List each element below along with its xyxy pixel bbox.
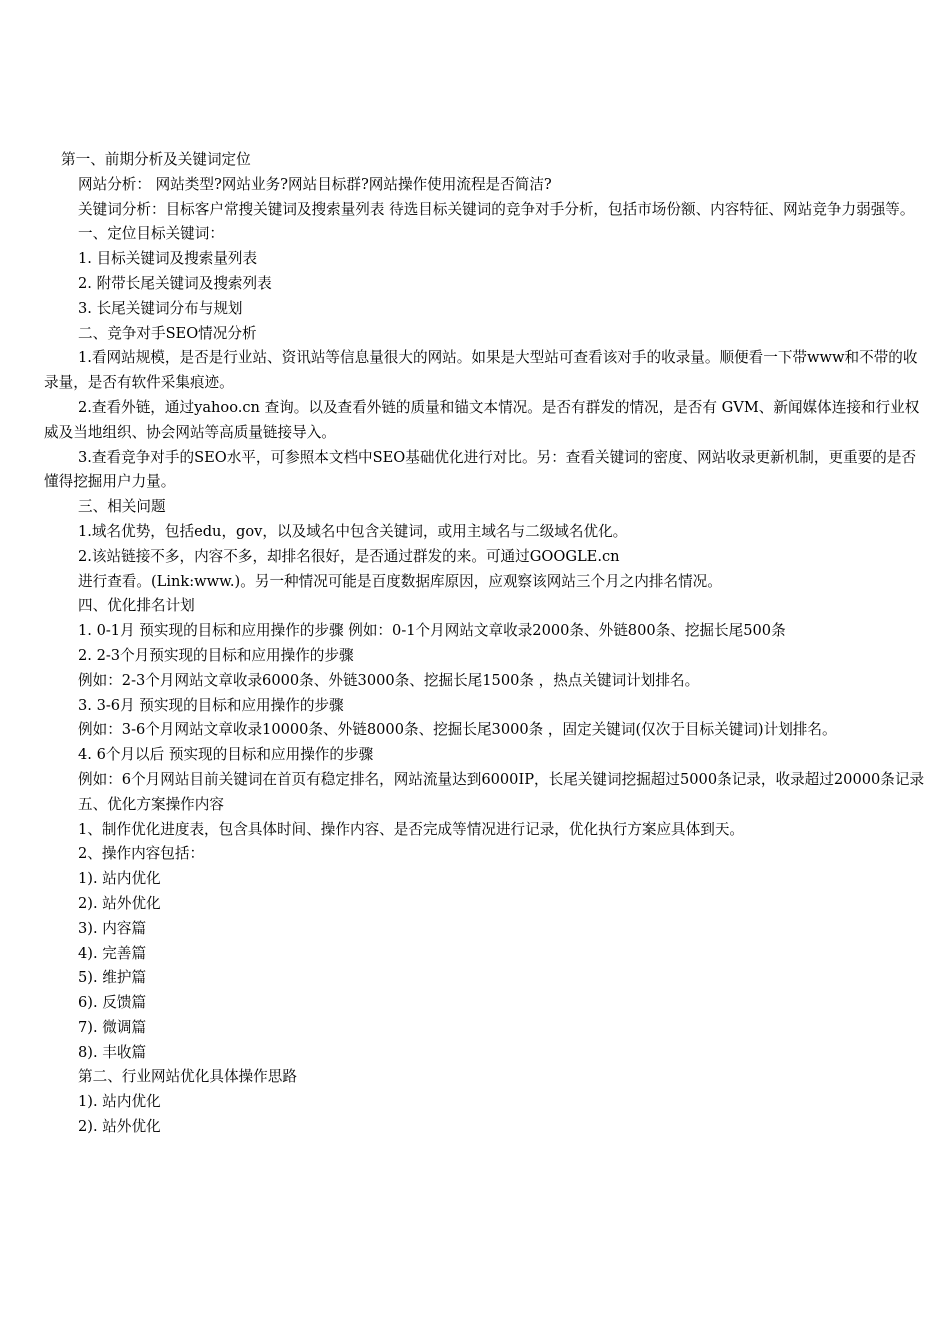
text-line: 网站分析： 网站类型?网站业务?网站目标群?网站操作使用流程是否简洁?	[78, 175, 552, 193]
text-line: 第二、行业网站优化具体操作思路	[78, 1068, 297, 1086]
text-line: 1). 站内优化	[78, 1093, 161, 1111]
text-line: 7). 微调篇	[78, 1018, 147, 1036]
text-line: 1. 目标关键词及搜索量列表	[78, 250, 258, 268]
text-line: 三、相关问题	[78, 498, 166, 516]
text-line: 1). 站内优化	[78, 870, 161, 888]
text-line: 2、操作内容包括：	[78, 845, 205, 863]
text-line: 3. 长尾关键词分布与规划	[78, 299, 243, 317]
text-line: 五、优化方案操作内容	[78, 795, 224, 813]
text-line: 3. 3-6月 预实现的目标和应用操作的步骤	[78, 696, 344, 714]
document-body	[0, 148, 950, 1140]
text-line: 二、竞争对手SEO情况分析	[78, 324, 257, 342]
text-line: 例如：6个月网站目前关键词在首页有稳定排名，网站流量达到6000IP，长尾关键词挖掘超过5000条记录，收录超过20000条记录	[78, 770, 925, 788]
text-line: 例如：3-6个月网站文章收录10000条、外链8000条、挖掘长尾3000条 ，固定关键词(仅次于目标关键词)计划排名。	[78, 721, 837, 739]
text-line: 3.查看竞争对手的SEO水平，可参照本文档中SEO基础优化进行对比。另：查看关键词的密度、网站收录更新机制，更重要的是否懂得挖掘用户力量。	[44, 448, 917, 491]
text-line: 2.该站链接不多，内容不多，却排名很好，是否通过群发的来。可通过GOOGLE.cn	[78, 547, 620, 565]
text-line: 2.查看外链，通过yahoo.cn 查询。以及查看外链的质量和锚文本情况。是否有群发的情况，是否有 GVM、新闻媒体连接和行业权威及当地组织、协会网站等高质量链接导入。	[44, 398, 920, 441]
text-line: 8). 丰收篇	[78, 1043, 147, 1061]
text-line: 5). 维护篇	[78, 969, 147, 987]
text-line: 2. 附带长尾关键词及搜索列表	[78, 274, 272, 292]
text-line: 2. 2-3个月预实现的目标和应用操作的步骤	[78, 646, 354, 664]
text-line: 3). 内容篇	[78, 919, 147, 937]
text-line: 1、制作优化进度表，包含具体时间、操作内容、是否完成等情况进行记录，优化执行方案应具体到天。	[78, 820, 745, 838]
text-line: 1.域名优势，包括edu，gov，以及域名中包含关键词，或用主域名与二级域名优化。	[78, 522, 628, 540]
text-line: 1. 0-1月 预实现的目标和应用操作的步骤 例如：0-1个月网站文章收录2000条、外链800条、挖掘长尾500条	[78, 622, 786, 640]
text-line: 一、定位目标关键词：	[78, 225, 224, 243]
text-line: 关键词分析：目标客户常搜关键词及搜索量列表 待选目标关键词的竞争对手分析，包括市场份额、内容特征、网站竞争力弱强等。	[78, 200, 915, 218]
text-line: 6). 反馈篇	[78, 994, 147, 1012]
text-line: 四、优化排名计划	[78, 597, 195, 615]
text-line: 4. 6个月以后 预实现的目标和应用操作的步骤	[78, 746, 374, 764]
text-line: 2). 站外优化	[78, 894, 161, 912]
text-line: 进行查看。(Link:www.)。另一种情况可能是百度数据库原因，应观察该网站三个月之内排名情况。	[78, 572, 722, 590]
text-line: 1.看网站规模，是否是行业站、资讯站等信息量很大的网站。如果是大型站可查看该对手的收录量。顺便看一下带www和不带的收录量，是否有软件采集痕迹。	[44, 349, 918, 392]
text-line: 2). 站外优化	[78, 1118, 161, 1136]
text-line: 第一、前期分析及关键词定位	[61, 151, 251, 168]
text-line: 例如：2-3个月网站文章收录6000条、外链3000条、挖掘长尾1500条 ，热点关键词计划排名。	[78, 671, 700, 689]
text-line: 4). 完善篇	[78, 944, 147, 962]
